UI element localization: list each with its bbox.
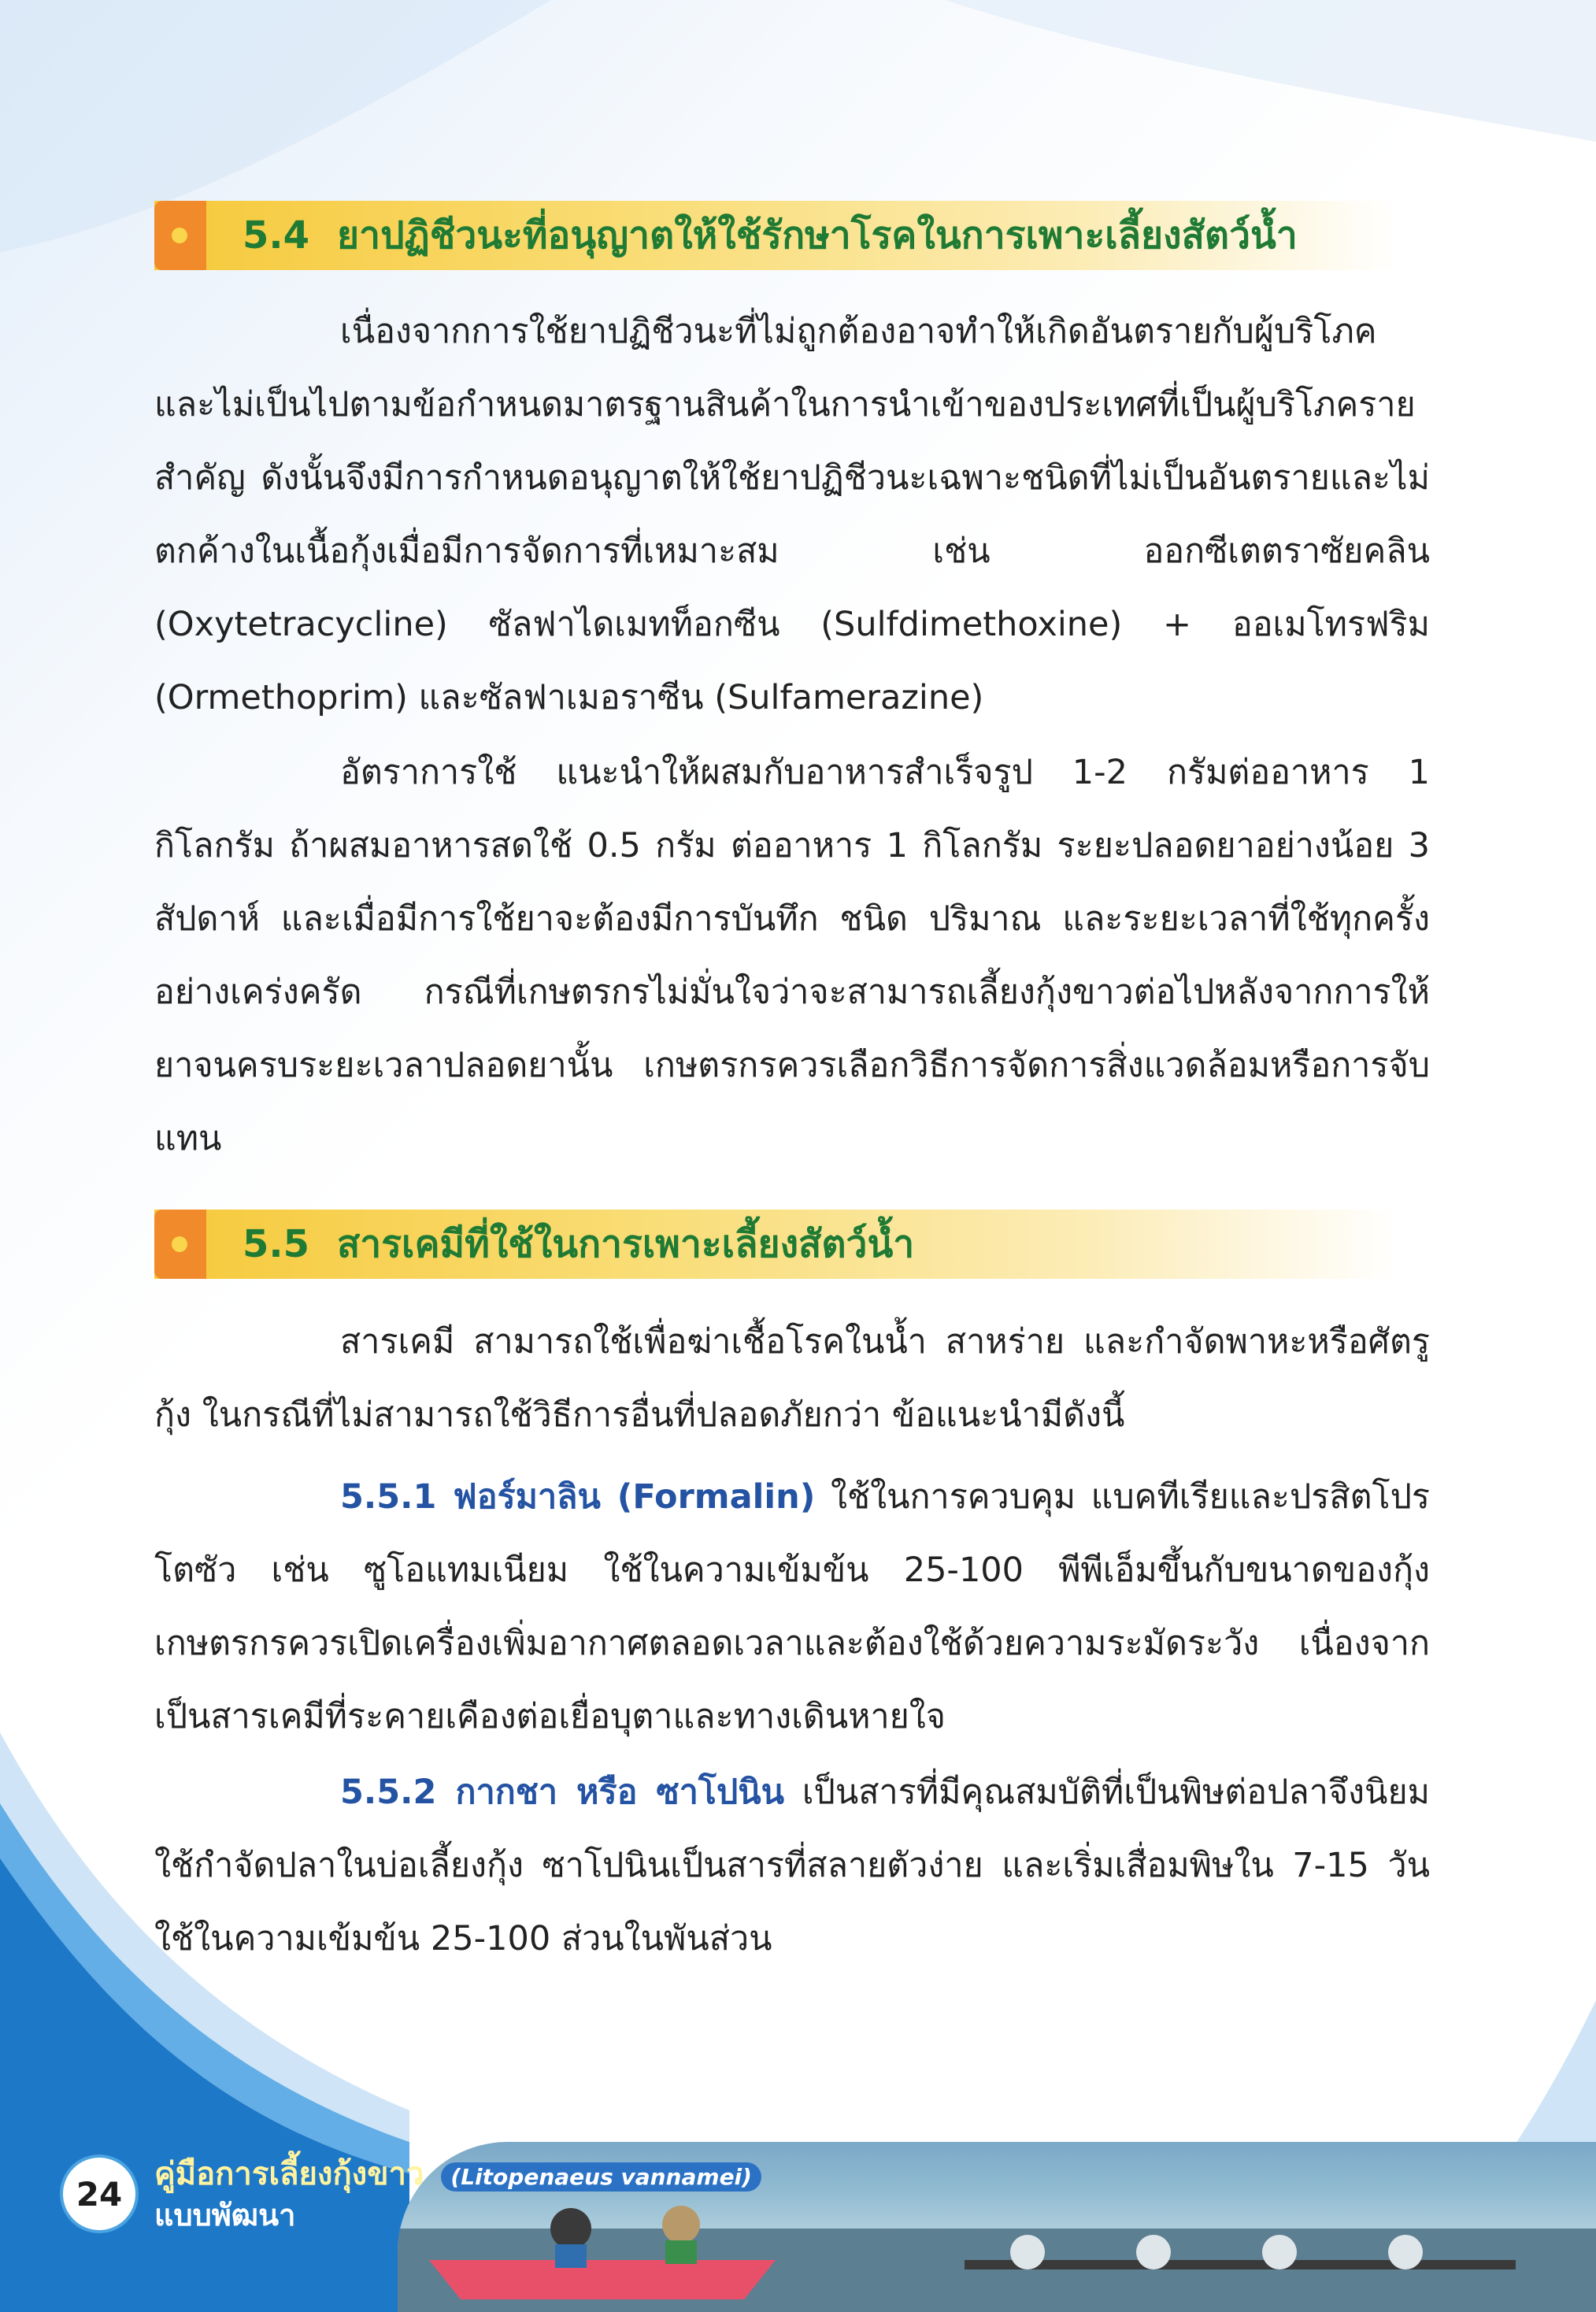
bullet-tab-icon [154, 201, 206, 270]
section-5-4-paragraph-1 [154, 295, 1430, 735]
section-5-5-1-paragraph [154, 1461, 1430, 1754]
bullet-tab-icon [154, 1210, 206, 1279]
footer-title-text: คู่มือการเลี้ยงกุ้งขาว [154, 2156, 424, 2192]
paragraph-text: ใช้ในการควบคุม แบคทีเรียและปรสิตโปรโตซัว เช่น ซูโอแทมเนียม ใช้ในความเข้มข้น 25-100 พีพีเอ็มขึ้นกับขนาดของกุ้ง เกษตรกรควรเปิดเครื่องเพิ่มอากาศตลอดเวลาและต้องใช้ด้วยความระมัดระวัง เนื่องจากเป็นสารเคมีที่ระคายเคืองต่อเยื่อบุตาและทางเดินหายใจ [154, 1477, 1430, 1736]
paragraph-text: เป็นสารที่มีคุณสมบัติที่เป็นพิษต่อปลาจึงนิยมใช้กำจัดปลาในบ่อเลี้ยงกุ้ง ซาโปนินเป็นสารที่สลายตัวง่าย และเริ่มเสื่อมพิษใน 7-15 วัน ใช้ในความเข้มข้น 25-100 ส่วนในพันส่วน [154, 1773, 1430, 1958]
section-5-5-header [154, 1210, 1398, 1279]
section-5-5-intro [154, 1306, 1430, 1452]
footer-scientific-name: (Litopenaeus vannamei) [441, 2162, 761, 2192]
footer-subtitle: แบบพัฒนา [154, 2198, 296, 2232]
section-number: 5.4 [243, 213, 310, 258]
section-number: 5.5 [243, 1222, 310, 1266]
sub-heading-saponin: 5.5.2 กากชา หรือ ซาโปนิน [340, 1773, 785, 1812]
section-5-4-header [154, 201, 1398, 270]
section-title: สารเคมีที่ใช้ในการเพาะเลี้ยงสัตว์น้ำ [337, 1222, 915, 1266]
section-5-4-paragraph-2 [154, 736, 1430, 1176]
paragraph-text: เนื่องจากการใช้ยาปฏิชีวนะที่ไม่ถูกต้องอาจทำให้เกิดอันตรายกับผู้บริโภค และไม่เป็นไปตามข้อกำหนดมาตรฐานสินค้าในการนำเข้าของประเทศที่เป็นผู้บริโภครายสำคัญ ดังนั้นจึงมีการกำหนดอนุญาตให้ใช้ยาปฏิชีวนะเฉพาะชนิดที่ไม่เป็นอันตรายและไม่ตกค้างในเนื้อกุ้งเมื่อมีการจัดการที่เหมาะสม เช่น ออกซีเตตราซัยคลิน (Oxytetracycline) ซัลฟาไดเมทท็อกซีน (Sulfdimethoxine) + ออเมโทรฟริม (Ormethoprim) และซัลฟาเมอราซีน (Sulfamerazine) [154, 312, 1430, 717]
section-5-5-2-paragraph [154, 1756, 1430, 1976]
sub-heading-formalin: 5.5.1 ฟอร์มาลิน (Formalin) [340, 1477, 816, 1517]
page-number: 24 [63, 2158, 135, 2230]
section-title: ยาปฏิชีวนะที่อนุญาตให้ใช้รักษาโรคในการเพาะเลี้ยงสัตว์น้ำ [337, 213, 1298, 258]
paragraph-text: สารเคมี สามารถใช้เพื่อฆ่าเชื้อโรคในน้ำ สาหร่าย และกำจัดพาหะหรือศัตรูกุ้ง ในกรณีที่ไม่สามารถใช้วิธีการอื่นที่ปลอดภัยกว่า ข้อแนะนำมีดังนี้ [154, 1322, 1430, 1435]
paragraph-text: อัตราการใช้ แนะนำให้ผสมกับอาหารสำเร็จรูป 1-2 กรัมต่ออาหาร 1 กิโลกรัม ถ้าผสมอาหารสดใช้ 0.5 กรัม ต่ออาหาร 1 กิโลกรัม ระยะปลอดยาอย่างน้อย 3 สัปดาห์ และเมื่อมีการใช้ยาจะต้องมีการบันทึก ชนิด ปริมาณ และระยะเวลาที่ใช้ทุกครั้งอย่างเคร่งครัด กรณีที่เกษตรกรไม่มั่นใจว่าจะสามารถเลี้ยงกุ้งขาวต่อไปหลังจากการให้ยาจนครบระยะเวลาปลอดยานั้น เกษตรกรควรเลือกวิธีการจัดการสิ่งแวดล้อมหรือการจับแทน [154, 753, 1430, 1158]
